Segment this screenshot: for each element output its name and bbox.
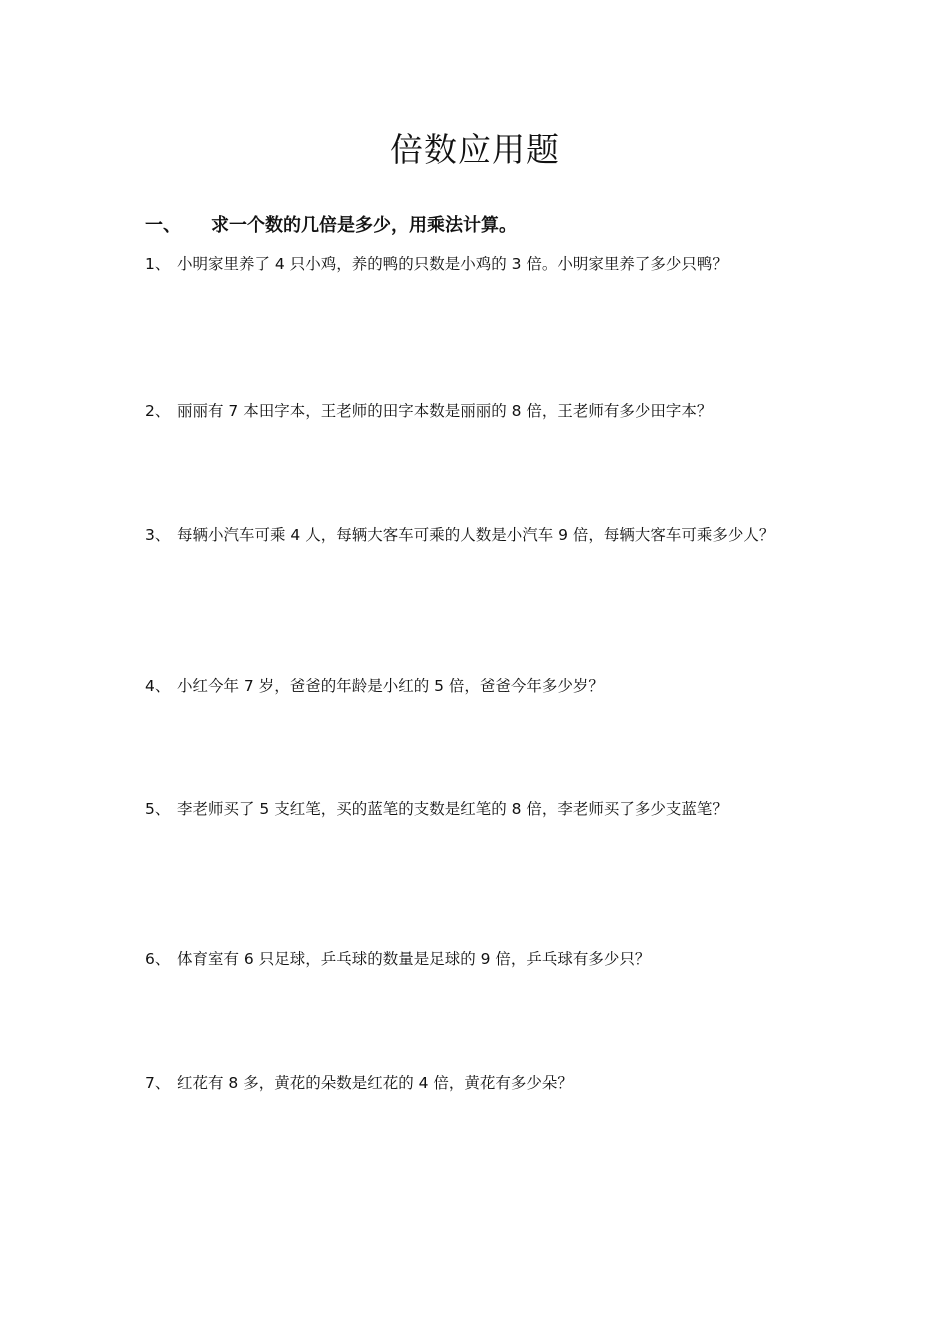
question-1 xyxy=(145,251,825,277)
question-text: 小红今年 7 岁，爸爸的年龄是小红的 5 倍，爸爸今年多少岁？ xyxy=(177,677,604,695)
question-number: 4、 xyxy=(145,677,171,695)
question-number: 6、 xyxy=(145,950,171,968)
question-number: 7、 xyxy=(145,1074,171,1092)
question-number: 2、 xyxy=(145,402,171,420)
question-text: 体育室有 6 只足球，乒乓球的数量是足球的 9 倍，乒乓球有多少只？ xyxy=(177,950,651,968)
page-title: 倍数应用题 xyxy=(390,130,560,169)
section-heading-text: 求一个数的几倍是多少，用乘法计算。 xyxy=(211,215,517,236)
section-heading xyxy=(145,213,517,239)
question-6 xyxy=(145,946,825,972)
question-7 xyxy=(145,1070,825,1096)
question-text: 红花有 8 多，黄花的朵数是红花的 4 倍，黄花有多少朵？ xyxy=(177,1074,573,1092)
question-text: 每辆小汽车可乘 4 人，每辆大客车可乘的人数是小汽车 9 倍，每辆大客车可乘多少人？ xyxy=(177,526,775,544)
question-4 xyxy=(145,673,825,699)
question-5 xyxy=(145,796,825,822)
question-2 xyxy=(145,398,825,424)
question-number: 1、 xyxy=(145,255,171,273)
question-number: 3、 xyxy=(145,526,171,544)
question-text: 丽丽有 7 本田字本，王老师的田字本数是丽丽的 8 倍，王老师有多少田字本？ xyxy=(177,402,713,420)
question-3 xyxy=(145,522,825,548)
question-number: 5、 xyxy=(145,800,171,818)
section-number: 一、 xyxy=(145,215,181,236)
question-text: 小明家里养了 4 只小鸡，养的鸭的只数是小鸡的 3 倍。小明家里养了多少只鸭？ xyxy=(177,255,728,273)
question-text: 李老师买了 5 支红笔，买的蓝笔的支数是红笔的 8 倍，李老师买了多少支蓝笔？ xyxy=(177,800,728,818)
